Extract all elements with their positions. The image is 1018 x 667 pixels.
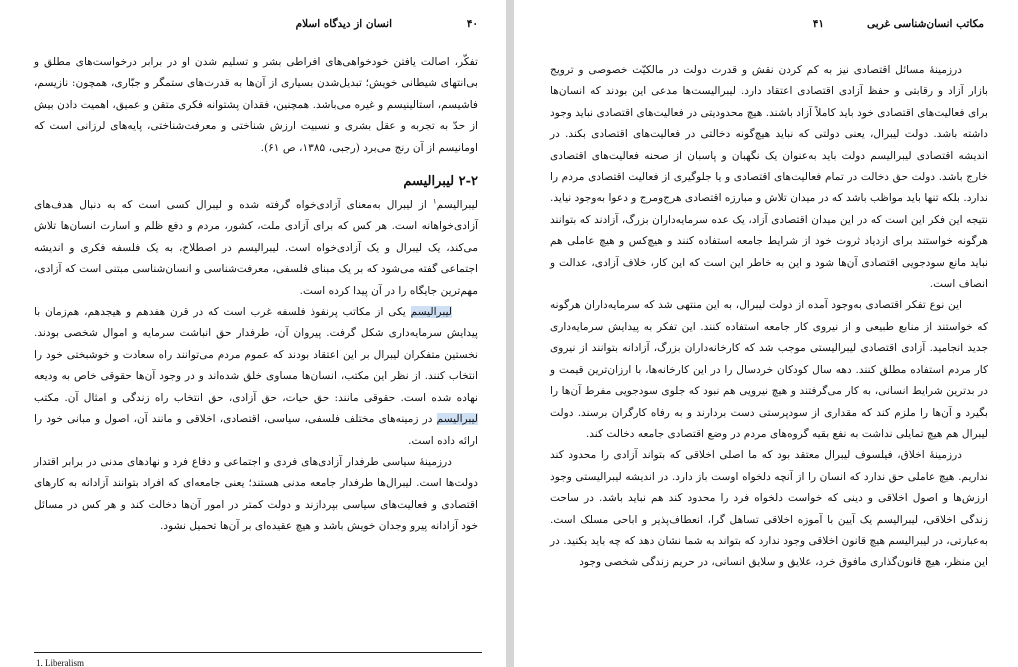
page-gutter xyxy=(506,0,514,667)
search-highlight[interactable]: لیبرالیسم xyxy=(410,306,452,319)
left-page-number: ۴۰ xyxy=(466,18,478,30)
right-page-number: ۴۱ xyxy=(812,18,824,30)
footnote-divider xyxy=(34,652,482,653)
footnote-marker[interactable]: ۱ xyxy=(432,197,437,206)
definition-text: از لیبرال به‌معنای آزادی‌خواه گرفته شده و لیبرال کسی است که به دنبال هدف‌های آزادی‌خواهانه است. هر کس که برای آزادی ملت، کشور، مردم و دفع ظلم و اسارت انسان‌ها تلاش می‌کند، یک لیبرال و یک آزادی‌خواه است. لیبرالیسم در اصطلاح، به یک فلسفه فکری و اندیشه اجتماعی گفته می‌شود که بر یک مبنای فلسفی، معرفت‌شناسی و انسان‌شناسی مبتنی است که آزادی، مهم‌ترین جایگاه را در آن پیدا کرده است. xyxy=(34,199,478,297)
political-paragraph: درزمینهٔ سیاسی طرفدار آزادی‌های فردی و اجتماعی و دفاع فرد و نهادهای مدنی در برابر اقتدار دولت‌ها است. لیبرال‌ها طرفدار جامعه مدنی هستند؛ یعنی جامعه‌ای که افراد بتوانند آزادانه به کارهای اقتصادی و فعالیت‌های سیاسی بپردازند و دولت کمتر در امور آن‌ها دخالت کند و هر کس در مسائل خود آزادانه پیرو وجدان خویش باشد و هیچ عقیده‌ای بر آن‌ها تحمیل نشود. xyxy=(34,455,478,533)
history-text: یکی از مکاتب پرنفوذ فلسفه غرب است که در قرن هفدهم و هیجدهم، هم‌زمان با پیدایش سرمایه‌داری شکل گرفت. پیروان آن، طرفدار حق انباشت سرمایه و اموال شخصی بودند. نخستین متفکران لیبرال بر این اعتقاد بودند که عموم مردم می‌توانند راه سعادت و خوشبختی خود را انتخاب کنند. از نظر این مکتب، انسان‌ها مساوی خلق شده‌اند و در وجود آن‌ها حقوقی خاص به ودیعه نهاده شده است. حقوقی مانند: حق حیات، حق آزادی، حق انتخاب راه زندگی و امثال آن. مکتب xyxy=(34,306,478,404)
liberalism-history-paragraph xyxy=(34,302,478,452)
history-text-end: در زمینه‌های مختلف فلسفی، سیاسی، اقتصادی، اخلاقی و مانند آن، اصول و مبانی خود را ارائه داده است. xyxy=(34,413,478,447)
section-heading: ۲-۲ لیبرالیسم xyxy=(403,174,478,190)
economic-paragraph: درزمینهٔ مسائل اقتصادی نیز به کم کردن نقش و قدرت دولت در مالکیّت خصوصی و ترویج بازار آزاد و رقابتی و حفظ آزادی اقتصادی اعتقاد دارد. لیبرالیست‌ها مدعی این بودند که انسان‌ها برای فعالیت‌های اقتصادی خود باید کاملاً آزاد باشند. هیچ محدودیتی در فعالیت‌های اقتصادی نباید وجود داشته باشد. دولت لیبرال، یعنی دولتی که نباید هیچ‌گونه دخالتی در فعالیت‌های اقتصادی بکند. در اندیشه اقتصادی لیبرالیسم دولت باید به‌عنوان یک نگهبان و پاسبان از صحنه فعالیت‌های اقتصادی خارج باشد. دولت حق دخالت در تمام فعالیت‌های اقتصادی و یا جلوگیری از فعالیت اقتصادی مردم را ندارد. بلکه تنها باید مواظب باشد که در میدان تلاش و مبارزه اقتصادی هرج‌ومرج و دعوا به‌وجود نیاید. نتیجه این فکر این است که در این میدان اقتصادی آزاد، یک عده سرمایه‌داران بزرگ، آزادند که بتوانند هرگونه خواستند برای ازدیاد ثروت خود از شرایط جامعه استفاده کنند و هیچ‌کس و هیچ عاملی هم نباید مانع سودجویی اقتصادی آن‌ها شود و این به خاطر این است که این کار، خلاف آزادی، عدالت و انصاف است. xyxy=(550,64,988,291)
liberalism-term: لیبرالیسم xyxy=(436,199,478,212)
right-page-body xyxy=(550,60,988,574)
liberalism-definition-paragraph xyxy=(34,195,478,302)
footnote: 1. Liberalism xyxy=(36,658,84,667)
left-page xyxy=(0,0,506,667)
right-page-running-title: مکاتب انسان‌شناسی غربی xyxy=(867,18,984,30)
left-page-running-title: انسان از دیدگاه اسلام xyxy=(295,18,392,30)
left-page-body xyxy=(34,52,478,538)
ethics-paragraph: درزمینهٔ اخلاق، فیلسوف لیبرال معتقد بود که ما اصلی اخلاقی که بتواند آزادی را محدود کند نداریم. هیچ عاملی حق ندارد که انسان را از آنچه دلخواه اوست باز دارد. در اندیشه لیبرالیستی وجود ارزش‌ها و اصول اخلاقی و دینی که خواست دلخواه فرد را محدود کند هم نباید باشد. در ساحت زندگی اخلاقی، لیبرالیسم یک آیین با آموزه اخلاقی تساهل گرا، انعطاف‌پذیر و اباحی مسلک است. به‌عبارتی، در لیبرالیسم هیچ قانون اخلاقی وجود ندارد که بتواند به شما نشان دهد که چه باید بکنید. در این منظر، هیچ قانون‌گذاری مافوق خرد، علایق و سلایق انسانی، در حریم زندگی شخصی وجود xyxy=(550,449,988,569)
right-page-header xyxy=(546,18,984,36)
intro-paragraph: تفکّر، اصالت یافتن خودخواهی‌های افراطی بشر و تسلیم شدن او در برابر درخواست‌های مطلق و بی‌انتهای شیطانی خویش؛ تبدیل‌شدن بسیاری از آن‌ها به قدرت‌های ستمگر و جبّاری، همچون: نازیسم، فاشیسم، استالینیسم و غیره می‌باشد. همچنین، فقدان پشتوانه فکری متقن و عمیق، اهمیت دادن بیش از حدّ به تجربه و عقل بشری و نسبیت ارزش شناختی و معرفت‌شناختی، پایه‌های لرزانی است که اومانیسم از آن رنج می‌برد (رجبی، ۱۳۸۵، ص ۶۱). xyxy=(34,56,478,154)
right-page xyxy=(514,0,1018,667)
search-highlight[interactable]: لیبرالیسم xyxy=(436,413,478,426)
left-page-header xyxy=(40,18,478,36)
capitalism-paragraph: این نوع تفکر اقتصادی به‌وجود آمده از دولت لیبرال، به این منتهی شد که سرمایه‌داران هرگونه که خواستند از منابع طبیعی و از نیروی کار جامعه استفاده کنند. این تفکر به پیدایش سرمایه‌داری جدید انجامید. آزادی اقتصادی لیبرالیستی موجب شد که کارخانه‌داران بزرگ، آزادانه بتوانند از نیروی کار مردم استفاده مطلق کنند. دهه سال کودکان خردسال را در این کارخانه‌ها، با ارزان‌ترین قیمت و در بدترین شرایط انسانی، به کار می‌گرفتند و هیچ نیرویی هم نبود که جلوی سودجویی مفرط آن‌ها را بگیرد و آن‌ها را ملزم کند که مقداری از سودپرستی دست بردارند و به رفاه کارگران برسند. دولت لیبرال هم هیچ تمایلی نداشت به نفع بقیه گروه‌های مردم در وضع اقتصادی جامعه دخالت کند. xyxy=(550,299,988,440)
